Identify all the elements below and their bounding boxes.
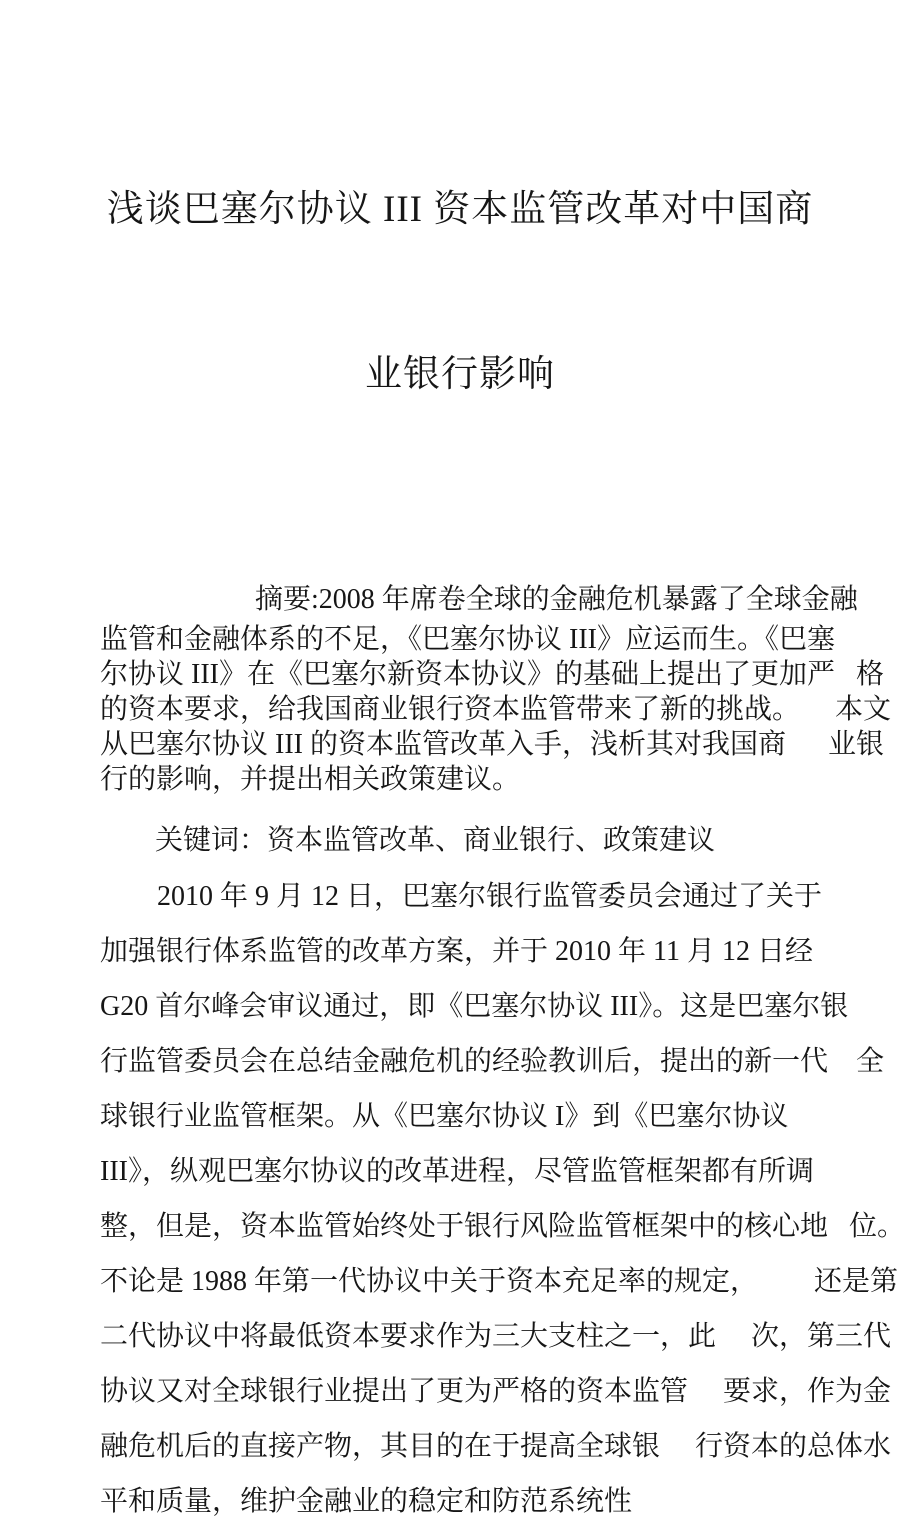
text-line: 行监管委员会在总结金融危机的经验教训后，提出的新一代 全	[100, 1046, 885, 1077]
document-page	[0, 72, 920, 1517]
text-line: 协议又对全球银行业提出了更为严格的资本监管 要求，作为金	[100, 1376, 892, 1407]
text-line: 二代协议中将最低资本要求作为三大支柱之一，此 次，第三代	[100, 1321, 892, 1352]
text-line: 平和质量，维护金融业的稳定和防范系统性	[100, 1486, 633, 1517]
text-line: III》，纵观巴塞尔协议的改革进程，尽管监管框架都有所调	[100, 1156, 814, 1187]
text-line: 融危机后的直接产物，其目的在于提高全球银 行资本的总体水	[100, 1431, 892, 1462]
abstract-section	[100, 578, 892, 797]
body-section	[100, 869, 906, 1529]
text-line: 行的影响，并提出相关政策建议。	[100, 764, 521, 795]
text-line: 球银行业监管框架。从《巴塞尔协议 I》到《巴塞尔协议	[100, 1101, 789, 1132]
text-line: 监管和金融体系的不足，《巴塞尔协议 III》应运而生。《巴塞	[100, 624, 835, 655]
abstract-body	[100, 622, 892, 797]
text-line: 尔协议 III》在《巴塞尔新资本协议》的基础上提出了更加严 格	[100, 659, 884, 690]
abstract-first-line: 摘要:2008 年席卷全球的金融危机暴露了全球金融	[255, 584, 858, 615]
text-line: 从巴塞尔协议 III 的资本监管改革入手，浅析其对我国商 业银	[100, 729, 884, 760]
title-line-2: 业银行影响	[365, 354, 555, 395]
text-line: 不论是 1988 年第一代协议中关于资本充足率的规定， 还是第	[100, 1266, 899, 1297]
text-line: 的资本要求，给我国商业银行资本监管带来了新的挑战。 本文	[100, 694, 892, 725]
document-title	[100, 72, 820, 512]
keywords-line: 关键词：资本监管改革、商业银行、政策建议	[155, 825, 716, 856]
text-line: G20 首尔峰会审议通过，即《巴塞尔协议 III》。这是巴塞尔银	[100, 991, 849, 1022]
text-line: 整，但是，资本监管始终处于银行风险监管框架中的核心地 位。	[100, 1211, 906, 1242]
text-line: 2010 年 9 月 12 日，巴塞尔银行监管委员会通过了关于	[157, 881, 823, 912]
title-line-1: 浅谈巴塞尔协议 III 资本监管改革对中国商	[106, 189, 814, 230]
text-line: 加强银行体系监管的改革方案，并于 2010 年 11 月 12 日经	[100, 936, 813, 967]
